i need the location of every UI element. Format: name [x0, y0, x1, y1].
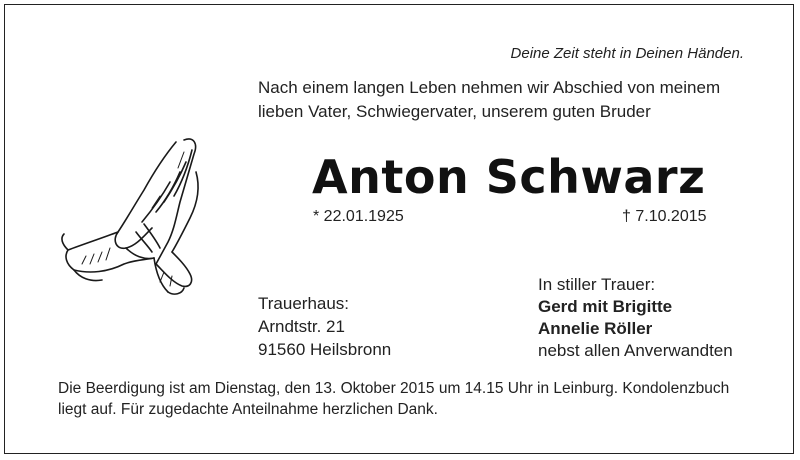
deceased-name: Anton Schwarz — [312, 150, 706, 204]
mourners-block — [538, 274, 733, 362]
funeral-info — [58, 378, 778, 420]
funeral-info-line-2: liegt auf. Für zugedachte Anteilnahme herzlichen Dank. — [58, 401, 438, 418]
praying-hands-icon — [56, 132, 206, 302]
house-street: Arndtstr. 21 — [258, 317, 345, 336]
motto-text: Deine Zeit steht in Deinen Händen. — [510, 45, 744, 62]
intro-line-1: Nach einem langen Leben nehmen wir Abschied von meinem — [258, 78, 721, 97]
intro-line-2: lieben Vater, Schwiegervater, unserem guten Bruder — [258, 102, 651, 121]
birth-date: * 22.01.1925 — [313, 208, 404, 225]
house-city: 91560 Heilsbronn — [258, 340, 392, 359]
intro-text — [258, 76, 758, 124]
mourners-label: In stiller Trauer: — [538, 275, 656, 294]
house-label: Trauerhaus: — [258, 294, 350, 313]
funeral-info-line-1: Die Beerdigung ist am Dienstag, den 13. Oktober 2015 um 14.15 Uhr in Leinburg. Kondolenzbuch — [58, 380, 730, 397]
death-date: † 7.10.2015 — [622, 208, 707, 225]
mourner-name-1: Gerd mit Brigitte — [538, 297, 673, 316]
mourner-name-2: Annelie Röller — [538, 319, 653, 338]
mourners-others: nebst allen Anverwandten — [538, 341, 733, 360]
mourning-house — [258, 292, 391, 361]
